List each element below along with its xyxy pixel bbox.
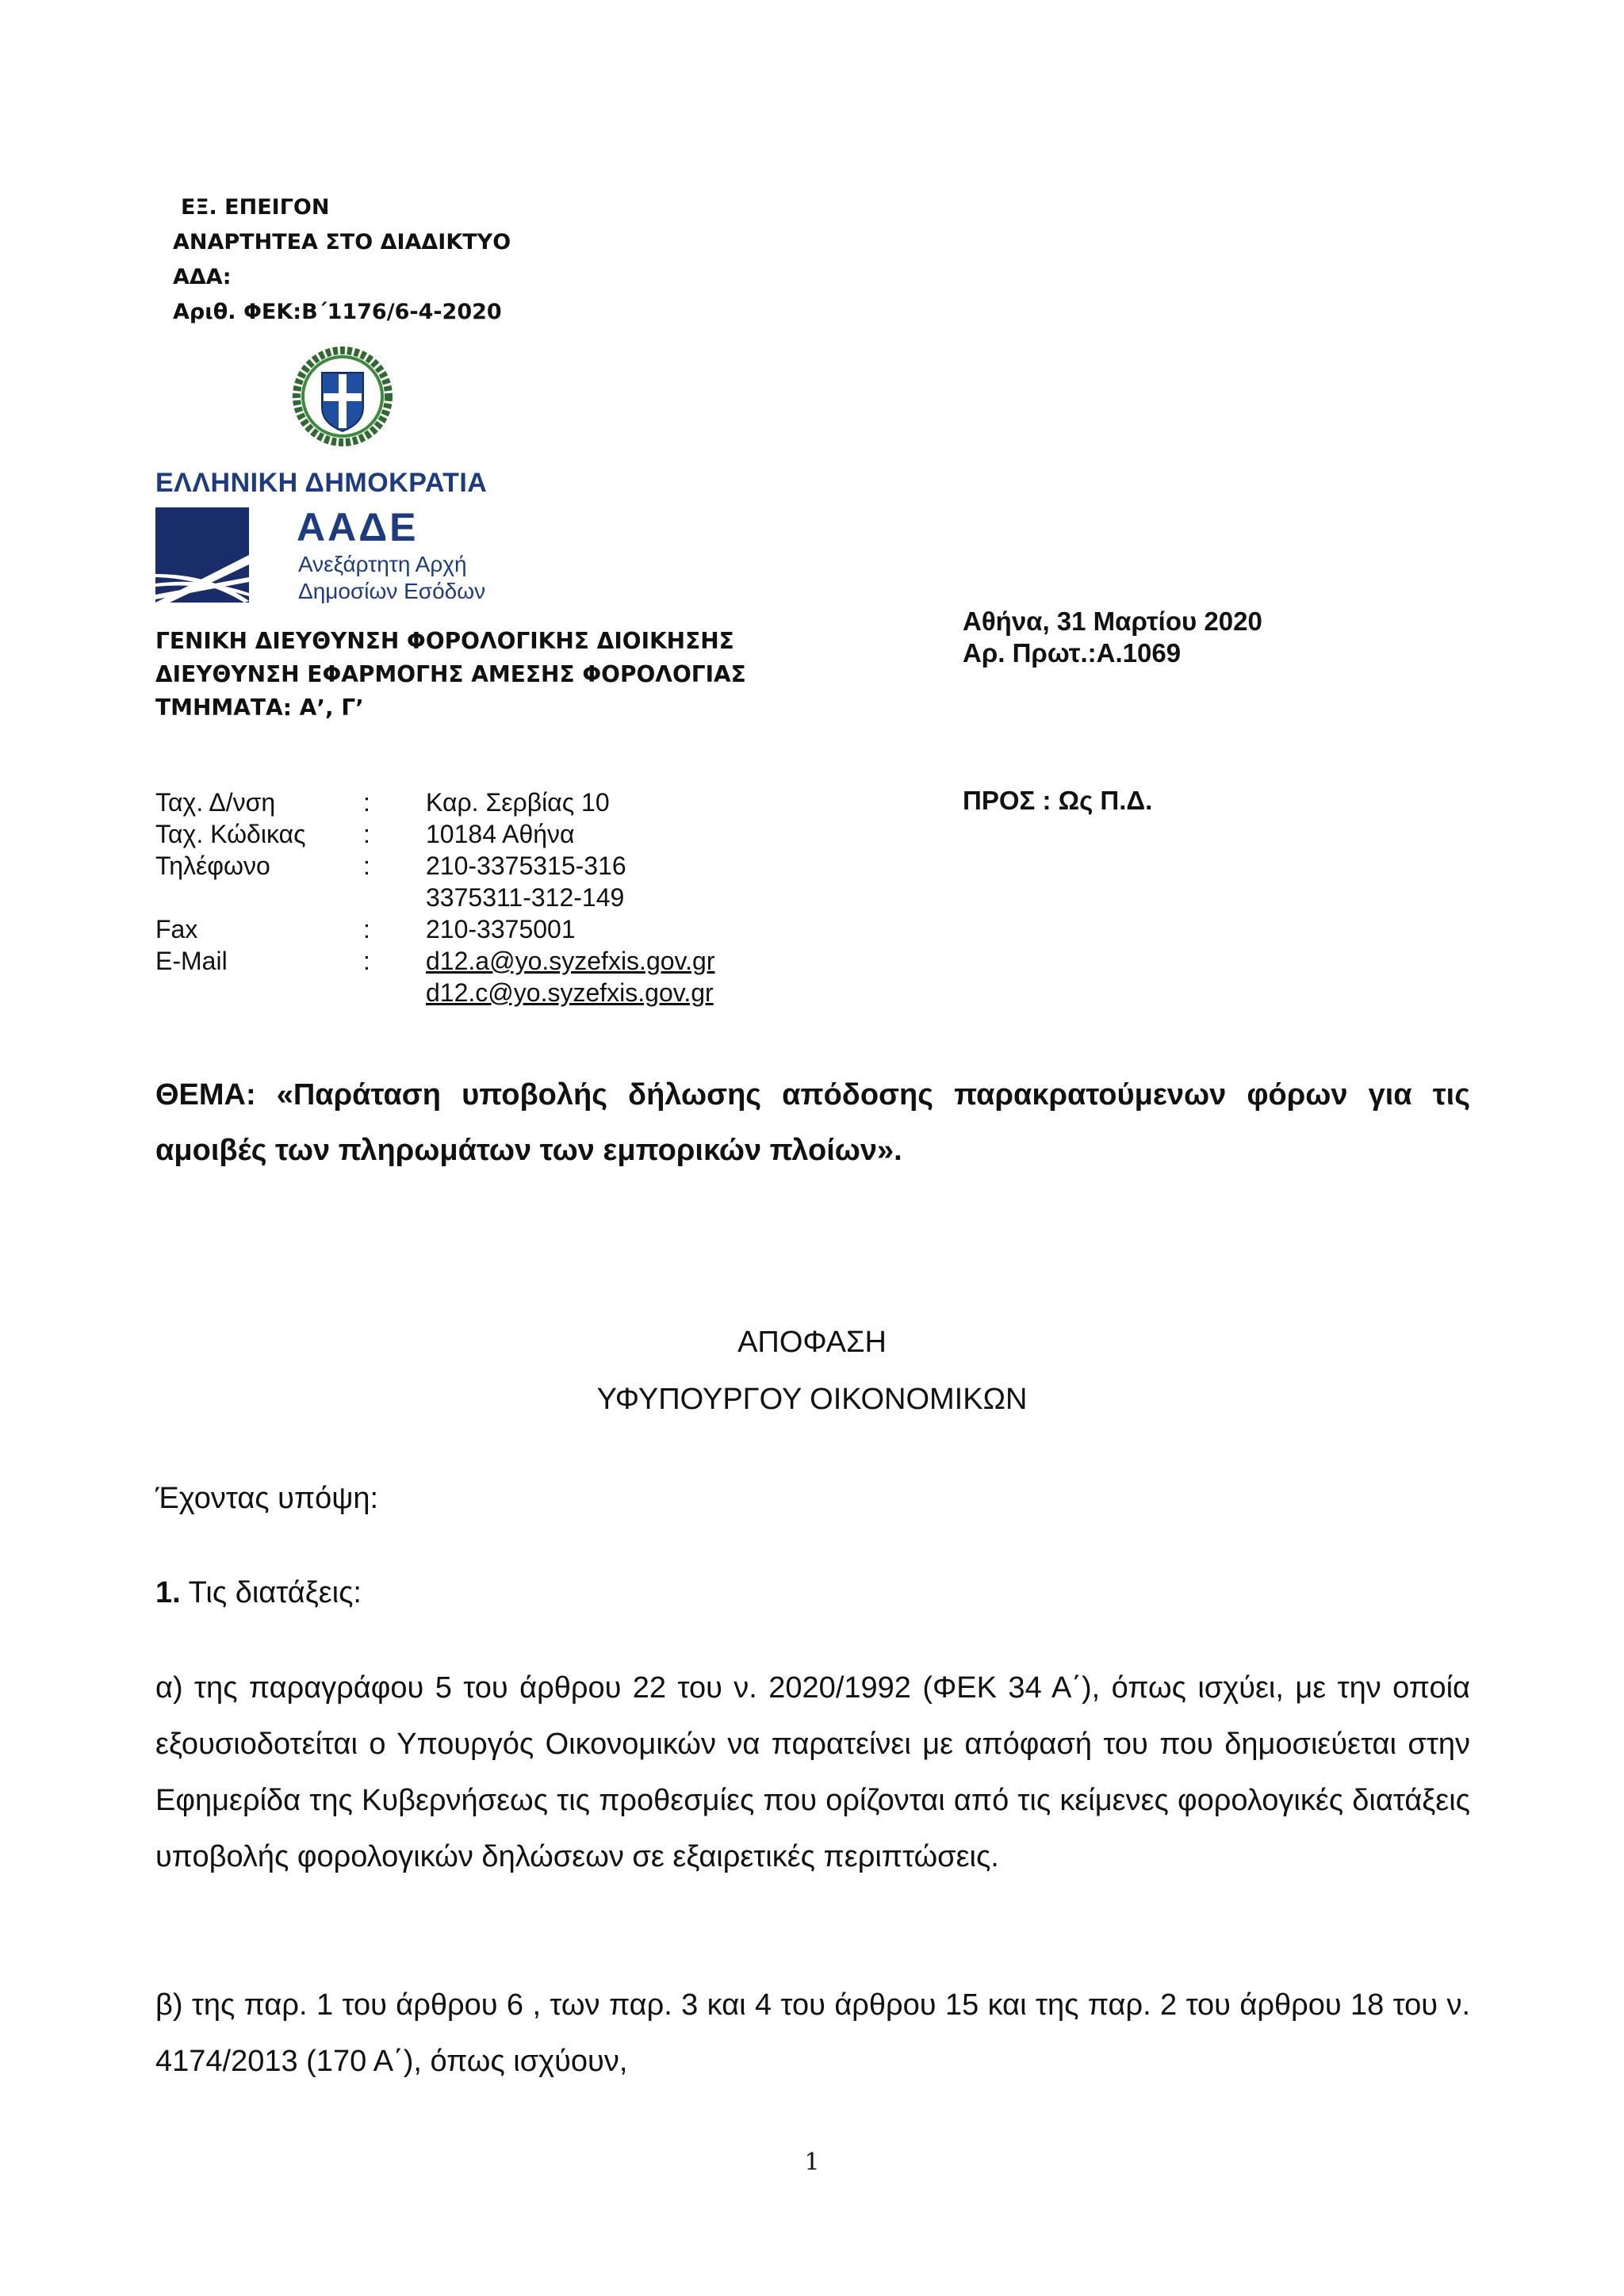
document-date: Αθήνα, 31 Μαρτίου 2020 (963, 607, 1262, 636)
aade-wordmark: ΑΑΔΕ (297, 505, 419, 549)
subject: ΘΕΜΑ: «Παράταση υποβολής δήλωσης απόδοσης παρακρατούμενων φόρων για τις αμοιβές των πληρωμάτων των εμπορικών πλοίων». (155, 1078, 1470, 1167)
contact-label: Ταχ. Κώδικας (155, 820, 306, 848)
contact-value: Καρ. Σερβίας 10 (426, 788, 610, 817)
contact-sep: : (363, 851, 370, 880)
directorate: ΔΙΕΥΘΥΝΣΗ ΕΦΑΡΜΟΓΗΣ ΑΜΕΣΗΣ ΦΟΡΟΛΟΓΙΑΣ (155, 661, 746, 687)
page-number: 1 (804, 2149, 820, 2176)
republic-title: ΕΛΛΗΝΙΚΗ ΔΗΜΟΚΡΑΤΙΑ (155, 468, 488, 498)
aade-logo (155, 507, 520, 610)
fek-number: Αριθ. ΦΕΚ:Β΄1176/6-4-2020 (173, 300, 502, 324)
decision-title: ΑΠΟΦΑΣΗ (737, 1326, 887, 1359)
sections: ΤΜΗΜΑΤΑ: Α’, Γ’ (155, 695, 364, 721)
header-flags (173, 190, 511, 330)
paragraph-b: β) της παρ. 1 του άρθρου 6 , των παρ. 3 και 4 του άρθρου 15 και της παρ. 2 του άρθρου 18 του ν. 4174/2013 (170 Α΄), όπως ισχύουν, (155, 1988, 1470, 2078)
email-link-1[interactable]: d12.a@yo.syzefxis.gov.gr (426, 947, 715, 975)
item-1-number: 1. (155, 1576, 181, 1609)
contact-value: 3375311-312-149 (426, 883, 625, 912)
contact-value: 210-3375001 (426, 915, 576, 943)
recipient: ΠΡΟΣ : Ως Π.Δ. (963, 786, 1153, 815)
general-directorate: ΓΕΝΙΚΗ ΔΙΕΥΘΥΝΣΗ ΦΟΡΟΛΟΓΙΚΗΣ ΔΙΟΙΚΗΣΗΣ (155, 628, 734, 654)
contact-value: 10184 Αθήνα (426, 820, 575, 848)
contact-value: 210-3375315-316 (426, 851, 626, 880)
aade-subtitle-2: Δημοσίων Εσόδων (298, 579, 486, 603)
item-1-text: Τις διατάξεις: (180, 1576, 362, 1609)
department-block (155, 625, 746, 725)
contact-table (155, 786, 869, 1016)
dateline (963, 606, 1262, 669)
contact-sep: : (363, 915, 370, 943)
email-link-2[interactable]: d12.c@yo.syzefxis.gov.gr (426, 978, 714, 1007)
contact-sep: : (363, 947, 370, 975)
protocol-number: Αρ. Πρωτ.:Α.1069 (963, 638, 1182, 668)
contact-label: Ταχ. Δ/νση (155, 788, 276, 817)
aade-subtitle-1: Ανεξάρτητη Αρχή (298, 552, 467, 576)
contact-sep: : (363, 788, 370, 817)
considering-line: Έχοντας υπόψη: (155, 1482, 379, 1515)
contact-label: E-Mail (155, 947, 228, 975)
ada-label: ΑΔΑ: (173, 265, 232, 289)
contact-sep: : (363, 820, 370, 848)
aade-logo-mark-icon (155, 507, 249, 603)
item-1 (155, 1565, 362, 1621)
urgent-flag: ΕΞ. ΕΠΕΙΓΟΝ (181, 195, 330, 220)
decision-subtitle: ΥΦΥΠΟΥΡΓΟΥ ΟΙΚΟΝΟΜΙΚΩΝ (596, 1383, 1028, 1416)
paragraph-a: α) της παραγράφου 5 του άρθρου 22 του ν. 2020/1992 (ΦΕΚ 34 Α΄), όπως ισχύει, με την οποία εξουσιοδοτείται ο Υπουργός Οικονομικών να παρατείνει με απόφασή του που δημοσιεύεται στην Εφημερίδα της Κυβερνήσεως τις προθεσμίες που ορίζονται από τις κείμενες φορολογικές διατάξεις υποβολής φορολογικών δηλώσεων σε εξαιρετικές περιπτώσεις. (155, 1671, 1470, 1873)
publish-online-flag: ΑΝΑΡΤΗΤΕΑ ΣΤΟ ΔΙΑΔΙΚΤΥΟ (173, 230, 511, 254)
contact-label: Τηλέφωνο (155, 851, 270, 880)
coat-of-arms-emblem (292, 346, 393, 447)
contact-label: Fax (155, 915, 198, 943)
